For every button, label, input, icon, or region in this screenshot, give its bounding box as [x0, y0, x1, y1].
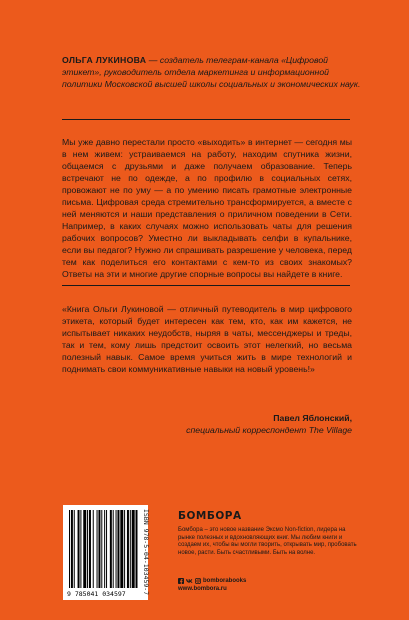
publisher-description: Бомбора – это новое название Эксмо Non-fiction, лидера на рынке полезных и вдохновляющих книг. Мы любим книги и создаем их, чтобы вы могли творить, открывать мир, пробовать новое, расти. Быть счастливыми. Быть на волне. [178, 527, 357, 556]
social-handle: bomborabooks [203, 578, 247, 584]
instagram-icon [195, 578, 201, 584]
facebook-icon [178, 578, 184, 584]
barcode-bar [113, 510, 114, 588]
social-handle-line [178, 577, 246, 585]
barcode-bar [132, 510, 135, 588]
barcode-bar [83, 510, 86, 588]
barcode-bar [69, 510, 70, 588]
isbn-text [140, 509, 150, 597]
divider [62, 119, 350, 120]
barcode-bar [104, 510, 105, 588]
barcode-bar [101, 510, 102, 588]
barcode-bar [97, 510, 98, 588]
book-description: Мы уже давно перестали просто «выходить» в интернет — сегодня мы в нем живем: устраиваемся на работу, находим спутника жизни, общаемся с друзьями и даже получаем образование. Теперь встречают не по одежде, а по профилю в социальных сетях, провожают не по уму — а по умению писать грамотные электронные письма. Цифровая среда стремительно трансформируется, а вместе с ней меняются и наши представления о приличном поведении в Сети. Например, в каких случаях можно использовать чаты для решения рабочих вопросов? Уместно ли выкладывать селфи в купальнике, если вы педагог? Нужно ли спрашивать разрешение у человека, перед тем как поделиться его контактами с кем-то из своих знакомых? Ответы на эти и многие другие спорные вопросы вы найдете в книге. [62, 137, 352, 279]
barcode-number: 9 785041 034597 [67, 590, 126, 598]
barcode-bar [136, 510, 138, 588]
quote-author-publication: The Village [308, 425, 352, 435]
publisher-logo: БОМБОРА [178, 510, 242, 522]
social-links [178, 577, 246, 593]
barcode-bar [87, 510, 88, 588]
barcode-bar [110, 510, 112, 588]
barcode-bar [80, 510, 81, 588]
barcode-bar [89, 510, 91, 588]
barcode-bar [117, 510, 119, 588]
quote-author: Павел Яблонский, [273, 413, 352, 423]
review-quote: «Книга Ольги Лукиновой — отличный путеводитель в мир цифрового этикета, который будет интересен как тем, кто, как им кажется, не испытывает никаких неудобств, ныряя в чаты, мессенджеры и треды, так и тем, кому лишь предстоит освоить этот нелегкий, но весьма полезный навык. Самое время учиться жить в мире технологий и поднимать свои коммуникативные навыки на новый уровень!» [62, 304, 352, 374]
barcode [63, 505, 148, 600]
publisher-website: www.bombora.ru [178, 586, 227, 592]
barcode-bar [127, 510, 129, 588]
barcode-bar [71, 510, 73, 588]
barcode-bar [93, 510, 94, 588]
barcode-bar [98, 510, 100, 588]
barcode-bar [78, 510, 80, 588]
quote-attribution [186, 412, 352, 436]
barcode-bar [124, 510, 125, 588]
quote-author-role [186, 424, 352, 436]
barcode-bar [130, 510, 131, 588]
barcode-graphic [63, 505, 148, 600]
author-name: ОЛЬГА ЛУКИНОВА [62, 55, 147, 65]
barcode-bar [74, 510, 75, 588]
barcode-bar [106, 510, 107, 588]
quote-author-role-prefix: специальный корреспондент [186, 425, 309, 435]
author-description: — создатель телеграм-канала «Цифровой этикет», руководитель отдела маркетинга и информационной политики Московской высшей школы социальных и экономических наук. [62, 55, 361, 89]
divider [62, 285, 350, 286]
barcode-bar [120, 510, 123, 588]
isbn: ISBN 978-5-04-103459-7 [142, 509, 150, 596]
vk-icon [186, 578, 193, 584]
barcode-bar [116, 510, 117, 588]
author-intro [62, 54, 362, 90]
